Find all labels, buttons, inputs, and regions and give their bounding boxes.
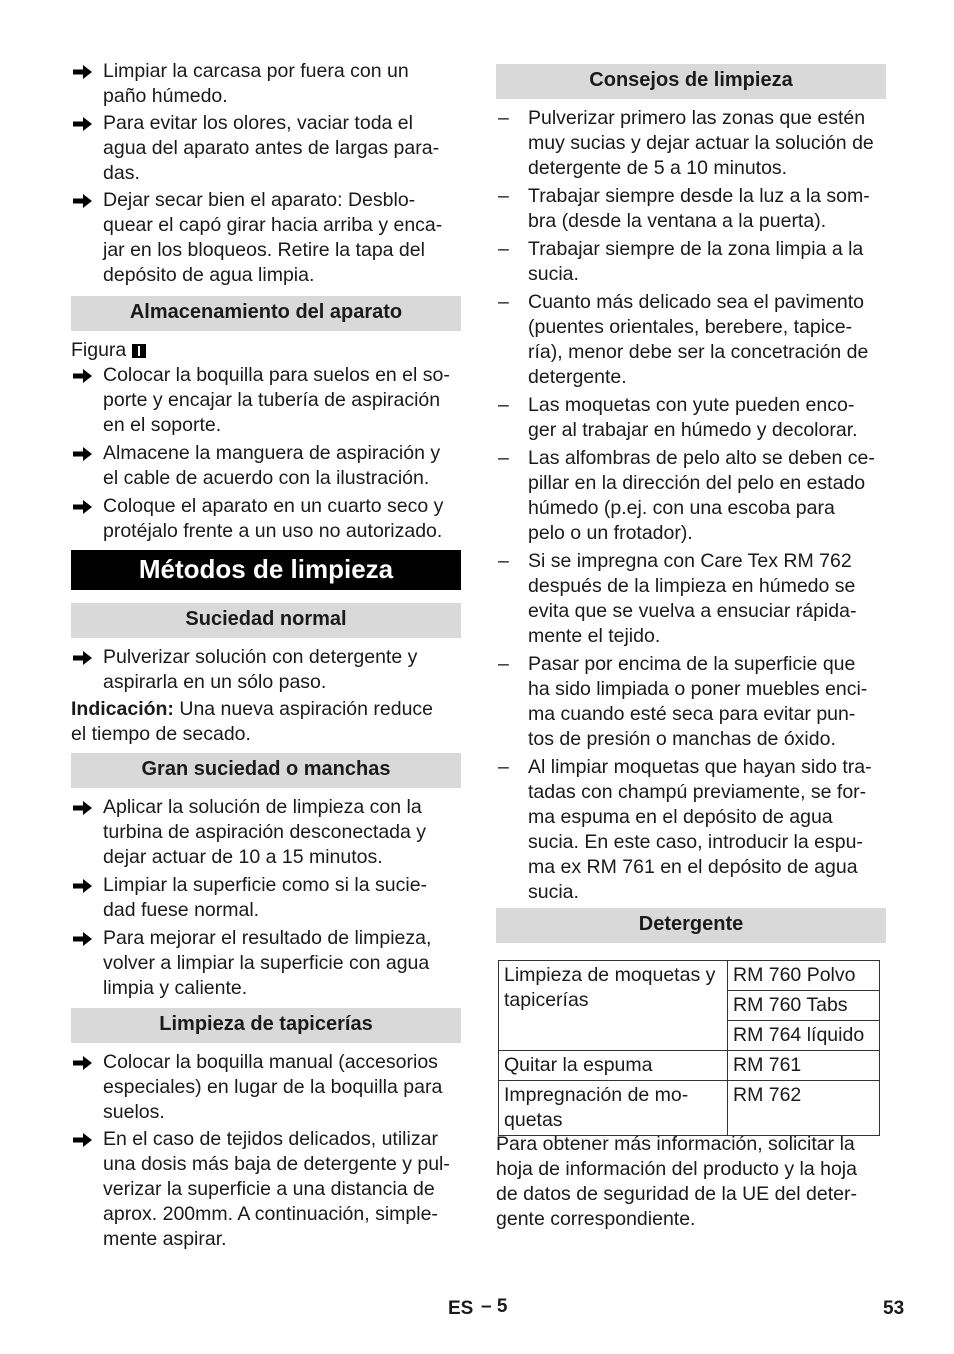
methods-heading: Métodos de limpieza (71, 550, 461, 590)
dash-bullet: – (498, 291, 509, 313)
arrow-right-icon (73, 441, 95, 466)
upholstery-section (71, 1050, 461, 1252)
list-item (496, 446, 886, 546)
list-item (496, 755, 886, 905)
list-item-text: Limpiar la superficie como si la sucie- dad fuese normal. (103, 874, 428, 921)
list-item-text: Aplicar la solución de limpieza con la turbina de aspiración desconectada y dejar actuar de 10 a 15 minutos. (103, 796, 427, 868)
list-item (496, 652, 886, 752)
list-item-text: Para mejorar el resultado de limpieza, volver a limpiar la superficie con agua limpia y caliente. (103, 927, 432, 999)
table-cell: RM 764 líquido (728, 1021, 880, 1051)
note (71, 697, 461, 722)
upholstery-heading: Limpieza de tapicerías (71, 1008, 461, 1043)
list-item-text: Colocar la boquilla manual (accesorios especiales) en lugar de la boquilla para suelos. (103, 1051, 443, 1123)
list-item (71, 59, 461, 109)
arrow-right-icon (73, 363, 95, 388)
list-item-text: Dejar secar bien el aparato: Desblo- quear el capó girar hacia arriba y enca- jar en los bloqueos. Retire la tapa del depósito de agua limpia. (103, 189, 443, 286)
list-item (71, 1127, 461, 1252)
list-item-text: En el caso de tejidos delicados, utilizar una dosis más baja de detergente y pul- verizar la superficie a una distancia de aprox. 200mm. A continuación, simple- mente aspirar. (103, 1128, 450, 1250)
tips-heading: Consejos de limpieza (496, 64, 886, 99)
table-cell: Limpieza de moquetas y tapicerías (499, 961, 728, 1051)
list-item-text: Las moquetas con yute pueden enco- ger al trabajar en húmedo y decolorar. (528, 394, 858, 441)
list-item (71, 494, 461, 544)
arrow-right-icon (73, 795, 95, 820)
list-item-text: Para evitar los olores, vaciar toda el agua del aparato antes de largas para- das. (103, 112, 440, 184)
list-item-text: Pulverizar primero las zonas que estén muy sucias y dejar actuar la solución de detergente de 5 a 10 minutos. (528, 107, 874, 179)
list-item (496, 237, 886, 287)
list-item (71, 111, 461, 186)
dash-bullet: – (498, 185, 509, 207)
list-item (496, 106, 886, 181)
dash-bullet: – (498, 394, 509, 416)
figure-label: Figura (71, 339, 127, 361)
note-label: Indicación: (71, 698, 174, 720)
list-item (71, 645, 461, 695)
storage-section (71, 338, 461, 544)
list-item-text: Las alfombras de pelo alto se deben ce- pillar en la dirección del pelo en estado húmedo (p.ej. con una escoba para pelo o un frotador). (528, 447, 875, 544)
detergent-table (498, 960, 880, 1136)
arrow-right-icon (73, 59, 95, 84)
list-item (496, 184, 886, 234)
page-number: 53 (883, 1298, 905, 1319)
footer-language: ES (448, 1298, 474, 1319)
arrow-right-icon (73, 1127, 95, 1152)
tips-list (496, 106, 886, 905)
list-item (71, 363, 461, 438)
arrow-right-icon (73, 188, 95, 213)
dash-bullet: – (498, 447, 509, 469)
storage-heading: Almacenamiento del aparato (71, 296, 461, 331)
table-cell: RM 760 Polvo (728, 961, 880, 991)
list-item (496, 290, 886, 390)
list-item (71, 926, 461, 1001)
normal-dirt-heading: Suciedad normal (71, 603, 461, 638)
list-item-text: Cuanto más delicado sea el pavimento (puentes orientales, berebere, tapice- ría), menor debe ser la concetración de detergente. (528, 291, 869, 388)
arrow-right-icon (73, 494, 95, 519)
arrow-right-icon (73, 873, 95, 898)
list-item-text: Almacene la manguera de aspiración y el cable de acuerdo con la ilustración. (103, 442, 441, 489)
list-item-text: Si se impregna con Care Tex RM 762 después de la limpieza en húmedo se evita que se vuelva a ensuciar rápida- mente el tejido. (528, 550, 857, 647)
arrow-right-icon (73, 926, 95, 951)
list-item (71, 873, 461, 923)
note-text: Una nueva aspiración reduce (173, 698, 434, 720)
table-cell: RM 762 (728, 1081, 880, 1136)
list-item (496, 393, 886, 443)
note-text-continued: el tiempo de secado. (71, 723, 251, 745)
heavy-dirt-heading: Gran suciedad o manchas (71, 753, 461, 788)
list-item (71, 795, 461, 870)
list-item-text: Colocar la boquilla para suelos en el so- porte y encajar la tubería de aspiración en el soporte. (103, 364, 450, 436)
dash-bullet: – (498, 550, 509, 572)
figure-reference (71, 338, 461, 363)
list-item-text: Limpiar la carcasa por fuera con un paño húmedo. (103, 60, 409, 107)
figure-number-icon (132, 344, 146, 358)
list-item-text: Pasar por encima de la superficie que ha sido limpiada o poner muebles enci- ma cuando esté seca para evitar pun- tos de presión o manchas de óxido. (528, 653, 868, 750)
list-item (71, 188, 461, 288)
list-item (71, 1050, 461, 1125)
arrow-right-icon (73, 1050, 95, 1075)
list-item (496, 549, 886, 649)
detergent-heading: Detergente (496, 908, 886, 943)
list-item (71, 441, 461, 491)
table-row (499, 1081, 880, 1136)
dash-bullet: – (498, 653, 509, 675)
dash-bullet: – (498, 107, 509, 129)
arrow-right-icon (73, 111, 95, 136)
table-row (499, 1051, 880, 1081)
table-cell: RM 761 (728, 1051, 880, 1081)
table-cell: Quitar la espuma (499, 1051, 728, 1081)
arrow-right-icon (73, 645, 95, 670)
dash-bullet: – (498, 238, 509, 260)
dash-bullet: – (498, 756, 509, 778)
intro-list (71, 59, 461, 288)
normal-dirt-section (71, 645, 461, 747)
footer-section: – 5 (481, 1296, 508, 1317)
detergent-info-text: Para obtener más información, solicitar la hoja de información del producto y la hoja de datos de seguridad de la UE del deter- gente correspondiente. (496, 1133, 857, 1230)
list-item-text: Trabajar siempre desde la luz a la som- bra (desde la ventana a la puerta). (528, 185, 870, 232)
heavy-dirt-section (71, 795, 461, 1001)
table-row (499, 961, 880, 991)
list-item-text: Al limpiar moquetas que hayan sido tra- tadas con champú previamente, se for- ma espuma en el depósito de agua sucia. En este caso, introducir la espu- ma ex RM 761 en el depósito de agua sucia. (528, 756, 872, 903)
list-item-text: Trabajar siempre de la zona limpia a la sucia. (528, 238, 864, 285)
list-item-text: Coloque el aparato en un cuarto seco y protéjalo frente a un uso no autorizado. (103, 495, 444, 542)
table-cell: Impregnación de mo- quetas (499, 1081, 728, 1136)
list-item-text: Pulverizar solución con detergente y aspirarla en un sólo paso. (103, 646, 418, 693)
table-cell: RM 760 Tabs (728, 991, 880, 1021)
